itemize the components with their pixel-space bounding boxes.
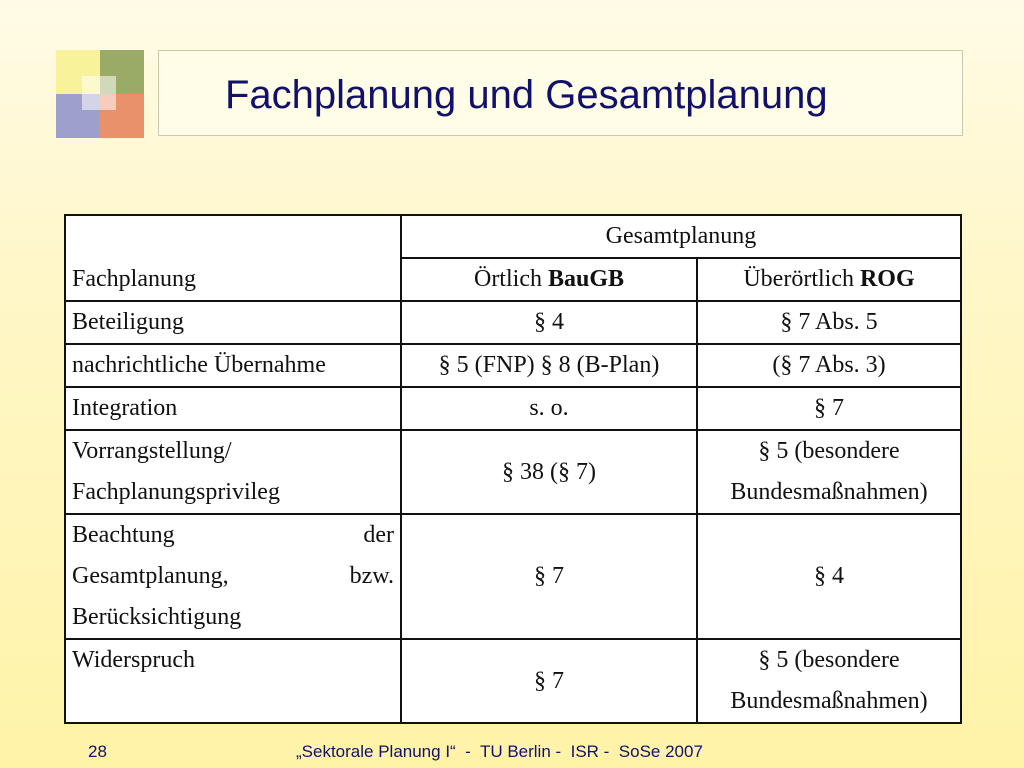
- row-supralocal-line: Bundesmaßnahmen): [730, 479, 928, 505]
- logo-square-center: [82, 76, 116, 110]
- row-label-line: Gesamtplanung, bzw.: [72, 563, 394, 589]
- planning-table: [64, 214, 962, 724]
- header-oertlich-bold: BauGB: [547, 266, 624, 292]
- row-local: § 5 (FNP) § 8 (B-Plan): [401, 344, 697, 387]
- header-oertlich: [401, 258, 697, 301]
- table-row: [65, 344, 961, 387]
- row-supralocal: § 7 Abs. 5: [697, 301, 961, 344]
- row-label-line: Berücksichtigung: [72, 604, 242, 630]
- row-label: Integration: [65, 387, 401, 430]
- table-row: [65, 387, 961, 430]
- row-supralocal: § 4: [697, 514, 961, 639]
- row-supralocal: (§ 7 Abs. 3): [697, 344, 961, 387]
- table-row: [65, 639, 961, 723]
- header-fachplanung: Fachplanung: [72, 266, 196, 292]
- row-label: Beteiligung: [65, 301, 401, 344]
- row-label-line: Vorrangstellung/: [72, 438, 232, 464]
- row-supralocal: [697, 639, 961, 723]
- row-label: [65, 514, 401, 639]
- row-label-line: Fachplanungsprivileg: [72, 479, 280, 505]
- row-supralocal-line: Bundesmaßnahmen): [730, 688, 928, 714]
- slide-title: Fachplanung und Gesamtplanung: [225, 73, 828, 117]
- header-ueberoertlich-text: Überörtlich: [743, 266, 860, 292]
- table-header-row-1: [65, 215, 961, 258]
- row-local: § 7: [401, 514, 697, 639]
- footer-text: „Sektorale Planung I“ - TU Berlin - ISR - SoSe 2007: [296, 742, 703, 761]
- row-local: s. o.: [401, 387, 697, 430]
- row-label: Widerspruch: [65, 639, 401, 723]
- row-supralocal-line: § 5 (besondere: [758, 438, 900, 464]
- row-supralocal: [697, 430, 961, 514]
- row-label: [65, 430, 401, 514]
- title-box: [158, 50, 963, 136]
- row-local: § 7: [401, 639, 697, 723]
- row-supralocal: § 7: [697, 387, 961, 430]
- table-row: [65, 430, 961, 514]
- header-ueberoertlich-bold: ROG: [859, 266, 915, 292]
- header-ueberoertlich: [697, 258, 961, 301]
- header-gesamtplanung: Gesamtplanung: [401, 215, 961, 258]
- header-oertlich-text: Örtlich: [473, 266, 548, 292]
- header-fachplanung-cell: [65, 215, 401, 301]
- row-supralocal-line: § 5 (besondere: [758, 647, 900, 673]
- row-local: § 38 (§ 7): [401, 430, 697, 514]
- page-number: 28: [88, 742, 107, 761]
- table-row: [65, 514, 961, 639]
- slide-logo: [56, 50, 144, 138]
- table-row: [65, 301, 961, 344]
- row-local: § 4: [401, 301, 697, 344]
- row-label: nachrichtliche Übernahme: [65, 344, 401, 387]
- row-label-line: Beachtung der: [72, 522, 394, 548]
